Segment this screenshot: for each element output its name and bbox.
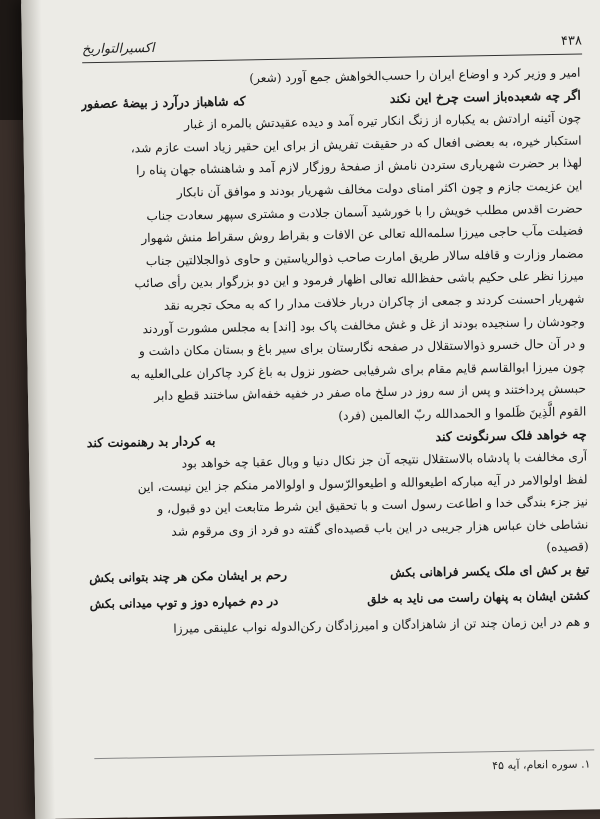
book-page bbox=[21, 0, 600, 819]
qasida-hemistich-right: کشتن ایشان به پنهان راست می ناید به خلق bbox=[367, 588, 590, 607]
poem-hemistich-left: که شاهباز درآرد ز بیضهٔ عصفور bbox=[80, 92, 246, 111]
body-line: وجودشان را سنجیده بودند از غل و غش مخالفت پاک بود [اند] به مجلس مشورت آوردند bbox=[142, 314, 585, 336]
body-line: این عزیمت جازم و چون اکثر امنای دولت مخالف شهریار بودند و موافق آن نابکار bbox=[176, 178, 583, 200]
body-line: نیز جزء بندگی خدا و اطاعت رسول است و با تحقیق این شرط متابعت این دو قبول، و bbox=[157, 494, 589, 517]
body-line-last: و هم در این زمان چند تن از شاهزادگان و امیرزادگان رکن‌الدوله نواب علینقی میرزا bbox=[173, 614, 591, 636]
poem-hemistich-right: اگر چه شعبده‌باز است چرخ این نکند bbox=[389, 87, 581, 106]
poem-hemistich-left: به کردار بد رهنمونت کند bbox=[86, 432, 216, 450]
body-line: و در آن حال خسرو ذوالاستقلال در صفحه نگارستان برای سیر باغ و بستان مکان داشت و bbox=[138, 336, 586, 359]
page-number: ۴۳۸ bbox=[560, 33, 583, 49]
book-title: اکسیرالتواریخ bbox=[81, 40, 155, 58]
qasida-hemistich-right: تیغ بر کش ای ملک یکسر فراهانی بکش bbox=[389, 562, 590, 581]
body-line: چون آئینه ارادتش به یکباره از زنگ انکار تیره آمد و دیده عقیدتش بالمره از غبار bbox=[183, 110, 582, 132]
body-line: چون میرزا ابوالقاسم قایم مقام برای شرفیابی حضور نزول به باغ کرد چاکران علی‌العلیه به bbox=[130, 359, 586, 382]
body-line: (قصیده) bbox=[546, 539, 589, 555]
footnote-rule bbox=[94, 749, 594, 759]
footnote: ۱. سوره انعام، آیه ۴۵ bbox=[492, 757, 591, 773]
page-body bbox=[80, 62, 590, 642]
page-spine-shadow bbox=[21, 0, 55, 819]
body-line: میرزا نظر علی حکیم باشی حفظ‌الله تعالی اظهار فرمود و این دو بزرگوار بدین رأی صائب bbox=[134, 268, 585, 291]
body-line: القوم الَّذِینَ ظَلموا و الحمدالله ربّ العالمین (فرد) bbox=[338, 404, 587, 423]
qasida-hemistich-left: رحم بر ایشان مکن هر چند بتوانی بکش bbox=[89, 567, 288, 586]
body-line: امیر و وزیر کرد و اوضاع ایران را حسب‌الخواهش جمع آورد (شعر) bbox=[249, 65, 581, 86]
body-line: حضرت اقدس مطلب خویش را با خورشید آسمان جلادت و مشتری سپهر سعادت جناب bbox=[146, 201, 583, 223]
body-line: شهریار احسنت کردند و جمعی از چاکران دربار خلافت مدار را که به محک تجربه نقد bbox=[163, 291, 585, 313]
body-line: فضیلت مآب حاجی میرزا سلمه‌الله تعالی عن الافات و بقراط روش سقراط منش شهوار bbox=[141, 223, 584, 246]
body-line: لهذا بر حضرت شهریاری ستردن نامش از صفحهٔ روزگار لازم آمد و شاهنشاه جهان پناه را bbox=[135, 155, 583, 178]
body-line: آری مخالفت با پادشاه بالاستقلال نتیجه آن جز نکال دنیا و وبال عقبا چه خواهد بود bbox=[181, 449, 588, 471]
body-line: لفظ اولوالامر در آیه مبارکه اطیعوالله و اطیعوالرّسول و اولوالامر منکم جز این نیست، این bbox=[137, 472, 588, 495]
poem-hemistich-right: چه خواهد فلک سرنگونت کند bbox=[435, 425, 587, 444]
body-line: استکبار خیره، به بعضی افعال که در حقیقت تفریش از برای این حقیر زیاد است عازم شد، bbox=[130, 133, 582, 156]
body-line: نشاطی خان عباس هزار جریبی در این باب قصیده‌ای گفته دو فرد از وی مرقوم شد bbox=[171, 517, 589, 539]
body-line: حبسش پرداختند و پس از سه روز در سلخ ماه صفر در خفیه خفه‌اش ساختند قطع دابر bbox=[154, 381, 587, 404]
body-line: مضمار وزارت و قافله سالار طریق امارت صاحب ذوالریاستین و حاوی ذوالجلالتین جناب bbox=[145, 246, 584, 268]
qasida-hemistich-left: در دم خمپاره دوز و توپ میدانی بکش bbox=[89, 593, 279, 612]
